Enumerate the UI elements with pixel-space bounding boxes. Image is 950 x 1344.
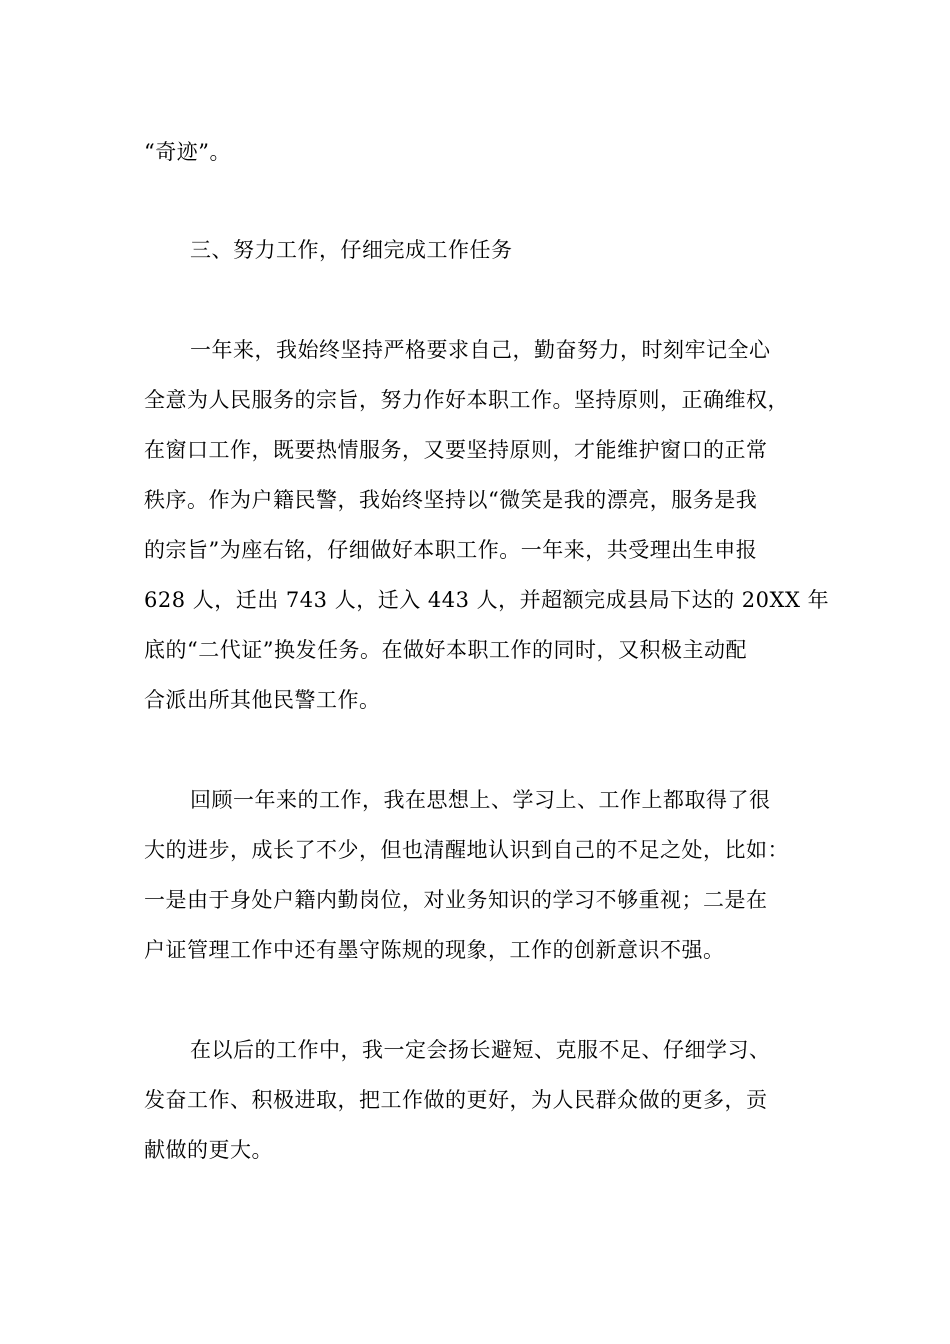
section-heading: 三、努力工作，仔细完成工作任务	[190, 238, 513, 262]
paragraph-line: 一年来，我始终坚持严格要求自己，勤奋努力，时刻牢记全心	[190, 338, 771, 362]
paragraph-line: 秩序。作为户籍民警，我始终坚持以“微笑是我的漂亮，服务是我	[144, 488, 758, 512]
paragraph-line: 全意为人民服务的宗旨，努力作好本职工作。坚持原则，正确维权，	[144, 388, 789, 412]
paragraph-line: 在窗口工作，既要热情服务，又要坚持原则，才能维护窗口的正常	[144, 438, 768, 462]
paragraph-line: 在以后的工作中，我一定会扬长避短、克服不足、仔细学习、	[190, 1038, 771, 1062]
paragraph-line: 一是由于身处户籍内勤岗位，对业务知识的学习不够重视；二是在	[144, 888, 768, 912]
paragraph-line: “奇迹”。	[144, 140, 231, 164]
paragraph-line: 大的进步，成长了不少，但也清醒地认识到自己的不足之处，比如：	[144, 838, 789, 862]
paragraph-line: 发奋工作、积极进取，把工作做的更好，为人民群众做的更多，贡	[144, 1088, 768, 1112]
paragraph-line: 底的“二代证”换发任务。在做好本职工作的同时，又积极主动配	[144, 638, 747, 662]
paragraph-line: 合派出所其他民警工作。	[144, 688, 381, 712]
paragraph-line: 献做的更大。	[144, 1138, 273, 1162]
paragraph-line: 户证管理工作中还有墨守陈规的现象，工作的创新意识不强。	[144, 938, 725, 962]
paragraph-line: 628 人，迁出 743 人，迁入 443 人，并超额完成县局下达的 20XX 年	[144, 588, 830, 612]
paragraph-line: 的宗旨”为座右铭，仔细做好本职工作。一年来，共受理出生申报	[144, 538, 758, 562]
paragraph-line: 回顾一年来的工作，我在思想上、学习上、工作上都取得了很	[190, 788, 771, 812]
